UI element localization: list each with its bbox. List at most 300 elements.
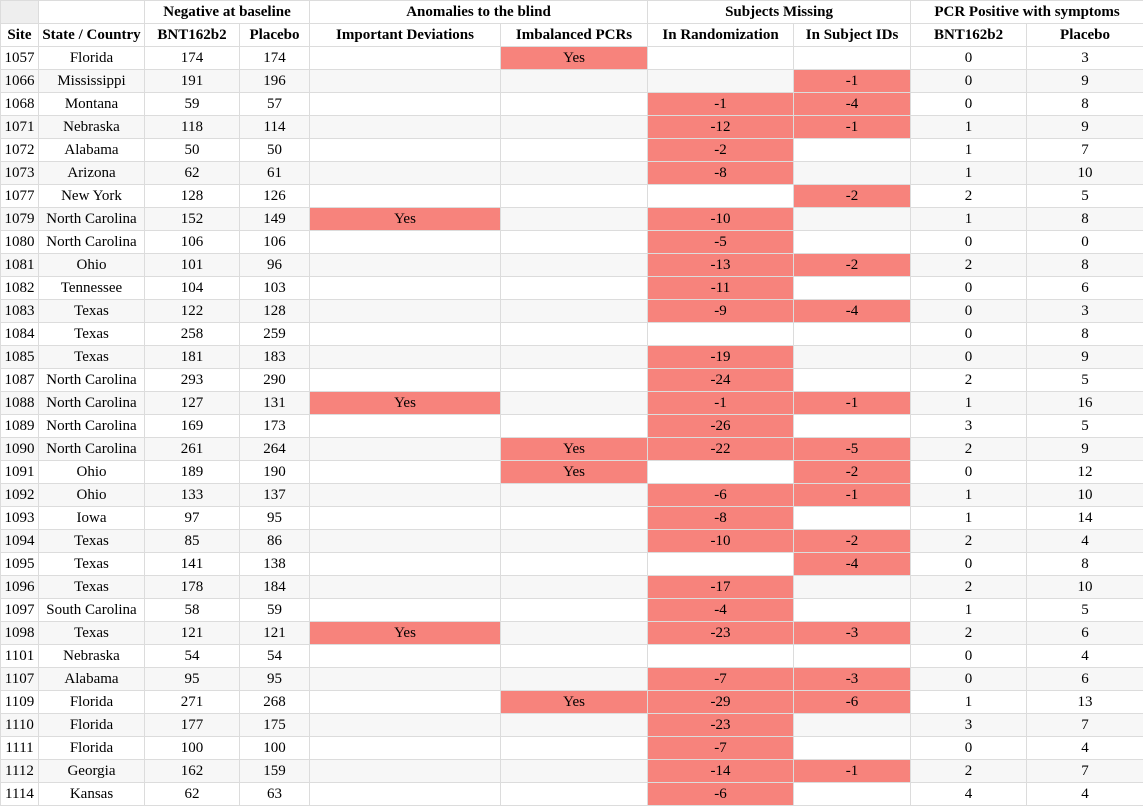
cell-pcr-positive-placebo: 4 bbox=[1027, 645, 1143, 668]
cell-site: 1079 bbox=[1, 208, 39, 231]
cell-neg-baseline-placebo: 106 bbox=[240, 231, 310, 254]
cell-missing-in-subject-ids bbox=[794, 714, 911, 737]
column-header-row bbox=[1, 24, 1143, 47]
cell-neg-baseline-bnt162b2: 181 bbox=[145, 346, 240, 369]
cell-important-deviations bbox=[310, 162, 501, 185]
cell-pcr-positive-bnt162b2: 0 bbox=[911, 645, 1027, 668]
cell-pcr-positive-placebo: 14 bbox=[1027, 507, 1143, 530]
cell-pcr-positive-bnt162b2: 2 bbox=[911, 369, 1027, 392]
cell-pcr-positive-placebo: 4 bbox=[1027, 530, 1143, 553]
cell-state-country: Alabama bbox=[39, 668, 145, 691]
cell-missing-in-randomization: -7 bbox=[648, 668, 794, 691]
cell-site: 1080 bbox=[1, 231, 39, 254]
cell-pcr-positive-bnt162b2: 1 bbox=[911, 599, 1027, 622]
cell-imbalanced-pcrs bbox=[501, 70, 648, 93]
cell-neg-baseline-placebo: 138 bbox=[240, 553, 310, 576]
cell-pcr-positive-placebo: 8 bbox=[1027, 553, 1143, 576]
cell-important-deviations bbox=[310, 415, 501, 438]
cell-important-deviations bbox=[310, 576, 501, 599]
cell-pcr-positive-placebo: 5 bbox=[1027, 185, 1143, 208]
cell-neg-baseline-bnt162b2: 104 bbox=[145, 277, 240, 300]
cell-missing-in-subject-ids bbox=[794, 645, 911, 668]
cell-site: 1090 bbox=[1, 438, 39, 461]
cell-site: 1082 bbox=[1, 277, 39, 300]
group-header-cell: Subjects Missing bbox=[648, 1, 911, 24]
cell-site: 1091 bbox=[1, 461, 39, 484]
cell-neg-baseline-bnt162b2: 100 bbox=[145, 737, 240, 760]
cell-missing-in-randomization: -4 bbox=[648, 599, 794, 622]
table-row bbox=[1, 645, 1143, 668]
cell-pcr-positive-bnt162b2: 0 bbox=[911, 47, 1027, 70]
group-header-cell: Negative at baseline bbox=[145, 1, 310, 24]
cell-important-deviations bbox=[310, 691, 501, 714]
cell-pcr-positive-placebo: 7 bbox=[1027, 714, 1143, 737]
cell-pcr-positive-placebo: 8 bbox=[1027, 208, 1143, 231]
cell-pcr-positive-bnt162b2: 0 bbox=[911, 300, 1027, 323]
cell-site: 1077 bbox=[1, 185, 39, 208]
cell-neg-baseline-bnt162b2: 127 bbox=[145, 392, 240, 415]
cell-site: 1110 bbox=[1, 714, 39, 737]
cell-missing-in-subject-ids: -2 bbox=[794, 461, 911, 484]
cell-pcr-positive-placebo: 6 bbox=[1027, 622, 1143, 645]
cell-pcr-positive-placebo: 8 bbox=[1027, 323, 1143, 346]
cell-important-deviations bbox=[310, 553, 501, 576]
cell-missing-in-randomization: -23 bbox=[648, 622, 794, 645]
cell-missing-in-randomization bbox=[648, 553, 794, 576]
cell-pcr-positive-placebo: 8 bbox=[1027, 254, 1143, 277]
cell-missing-in-subject-ids bbox=[794, 346, 911, 369]
cell-important-deviations bbox=[310, 783, 501, 806]
table-row bbox=[1, 70, 1143, 93]
cell-neg-baseline-placebo: 121 bbox=[240, 622, 310, 645]
cell-pcr-positive-bnt162b2: 1 bbox=[911, 392, 1027, 415]
cell-missing-in-randomization: -23 bbox=[648, 714, 794, 737]
cell-site: 1066 bbox=[1, 70, 39, 93]
cell-missing-in-subject-ids bbox=[794, 231, 911, 254]
cell-important-deviations bbox=[310, 116, 501, 139]
cell-missing-in-randomization bbox=[648, 461, 794, 484]
cell-missing-in-subject-ids bbox=[794, 507, 911, 530]
cell-important-deviations bbox=[310, 599, 501, 622]
cell-neg-baseline-placebo: 114 bbox=[240, 116, 310, 139]
cell-missing-in-randomization: -8 bbox=[648, 162, 794, 185]
cell-state-country: Texas bbox=[39, 553, 145, 576]
cell-pcr-positive-bnt162b2: 1 bbox=[911, 691, 1027, 714]
cell-important-deviations bbox=[310, 323, 501, 346]
table-row bbox=[1, 576, 1143, 599]
table-row bbox=[1, 599, 1143, 622]
cell-important-deviations: Yes bbox=[310, 392, 501, 415]
cell-imbalanced-pcrs: Yes bbox=[501, 461, 648, 484]
cell-neg-baseline-bnt162b2: 58 bbox=[145, 599, 240, 622]
cell-missing-in-subject-ids: -5 bbox=[794, 438, 911, 461]
cell-site: 1109 bbox=[1, 691, 39, 714]
table-row bbox=[1, 530, 1143, 553]
cell-missing-in-subject-ids bbox=[794, 139, 911, 162]
cell-important-deviations bbox=[310, 254, 501, 277]
cell-pcr-positive-placebo: 10 bbox=[1027, 576, 1143, 599]
cell-pcr-positive-placebo: 5 bbox=[1027, 599, 1143, 622]
cell-missing-in-subject-ids: -4 bbox=[794, 300, 911, 323]
cell-missing-in-randomization: -2 bbox=[648, 139, 794, 162]
cell-state-country: Florida bbox=[39, 47, 145, 70]
cell-site: 1107 bbox=[1, 668, 39, 691]
table-body bbox=[1, 47, 1143, 806]
cell-pcr-positive-placebo: 16 bbox=[1027, 392, 1143, 415]
cell-missing-in-randomization: -10 bbox=[648, 208, 794, 231]
cell-pcr-positive-placebo: 9 bbox=[1027, 438, 1143, 461]
cell-missing-in-subject-ids bbox=[794, 208, 911, 231]
cell-missing-in-randomization: -26 bbox=[648, 415, 794, 438]
cell-pcr-positive-placebo: 6 bbox=[1027, 277, 1143, 300]
cell-important-deviations bbox=[310, 645, 501, 668]
cell-pcr-positive-bnt162b2: 0 bbox=[911, 668, 1027, 691]
cell-imbalanced-pcrs bbox=[501, 530, 648, 553]
table-row bbox=[1, 737, 1143, 760]
cell-neg-baseline-placebo: 174 bbox=[240, 47, 310, 70]
cell-site: 1097 bbox=[1, 599, 39, 622]
cell-missing-in-subject-ids: -3 bbox=[794, 668, 911, 691]
cell-state-country: North Carolina bbox=[39, 208, 145, 231]
cell-state-country: Texas bbox=[39, 622, 145, 645]
cell-missing-in-subject-ids bbox=[794, 576, 911, 599]
cell-missing-in-subject-ids: -4 bbox=[794, 553, 911, 576]
cell-pcr-positive-bnt162b2: 0 bbox=[911, 70, 1027, 93]
cell-neg-baseline-bnt162b2: 85 bbox=[145, 530, 240, 553]
table-row bbox=[1, 507, 1143, 530]
cell-neg-baseline-bnt162b2: 118 bbox=[145, 116, 240, 139]
column-header-neg-baseline-bnt162b2: BNT162b2 bbox=[145, 24, 240, 47]
table-row bbox=[1, 323, 1143, 346]
table-row bbox=[1, 208, 1143, 231]
cell-site: 1087 bbox=[1, 369, 39, 392]
cell-important-deviations bbox=[310, 346, 501, 369]
table-row bbox=[1, 415, 1143, 438]
cell-state-country: Tennessee bbox=[39, 277, 145, 300]
cell-important-deviations bbox=[310, 70, 501, 93]
cell-pcr-positive-bnt162b2: 1 bbox=[911, 162, 1027, 185]
cell-missing-in-randomization: -29 bbox=[648, 691, 794, 714]
cell-state-country: North Carolina bbox=[39, 415, 145, 438]
cell-site: 1098 bbox=[1, 622, 39, 645]
cell-missing-in-randomization bbox=[648, 645, 794, 668]
cell-pcr-positive-placebo: 10 bbox=[1027, 162, 1143, 185]
table-row bbox=[1, 116, 1143, 139]
table-row bbox=[1, 369, 1143, 392]
cell-missing-in-randomization: -5 bbox=[648, 231, 794, 254]
cell-site: 1072 bbox=[1, 139, 39, 162]
cell-state-country: Texas bbox=[39, 576, 145, 599]
cell-missing-in-subject-ids bbox=[794, 162, 911, 185]
cell-state-country: North Carolina bbox=[39, 438, 145, 461]
cell-pcr-positive-bnt162b2: 2 bbox=[911, 622, 1027, 645]
cell-imbalanced-pcrs bbox=[501, 139, 648, 162]
table-row bbox=[1, 185, 1143, 208]
cell-imbalanced-pcrs: Yes bbox=[501, 691, 648, 714]
cell-state-country: Mississippi bbox=[39, 70, 145, 93]
cell-neg-baseline-placebo: 57 bbox=[240, 93, 310, 116]
cell-missing-in-randomization bbox=[648, 323, 794, 346]
column-header-missing-in-randomization: In Randomization bbox=[648, 24, 794, 47]
cell-neg-baseline-bnt162b2: 54 bbox=[145, 645, 240, 668]
cell-missing-in-subject-ids bbox=[794, 323, 911, 346]
cell-pcr-positive-bnt162b2: 0 bbox=[911, 323, 1027, 346]
cell-important-deviations bbox=[310, 438, 501, 461]
cell-site: 1111 bbox=[1, 737, 39, 760]
cell-important-deviations bbox=[310, 231, 501, 254]
cell-imbalanced-pcrs bbox=[501, 93, 648, 116]
cell-state-country: South Carolina bbox=[39, 599, 145, 622]
cell-imbalanced-pcrs bbox=[501, 668, 648, 691]
cell-neg-baseline-placebo: 290 bbox=[240, 369, 310, 392]
cell-missing-in-randomization: -13 bbox=[648, 254, 794, 277]
cell-pcr-positive-bnt162b2: 2 bbox=[911, 760, 1027, 783]
table-row bbox=[1, 783, 1143, 806]
cell-missing-in-randomization: -6 bbox=[648, 783, 794, 806]
cell-imbalanced-pcrs bbox=[501, 553, 648, 576]
cell-site: 1093 bbox=[1, 507, 39, 530]
cell-pcr-positive-bnt162b2: 0 bbox=[911, 553, 1027, 576]
cell-neg-baseline-bnt162b2: 189 bbox=[145, 461, 240, 484]
cell-imbalanced-pcrs bbox=[501, 162, 648, 185]
cell-pcr-positive-bnt162b2: 2 bbox=[911, 576, 1027, 599]
cell-state-country: North Carolina bbox=[39, 231, 145, 254]
cell-site: 1085 bbox=[1, 346, 39, 369]
cell-pcr-positive-placebo: 7 bbox=[1027, 760, 1143, 783]
cell-neg-baseline-bnt162b2: 97 bbox=[145, 507, 240, 530]
cell-imbalanced-pcrs bbox=[501, 760, 648, 783]
cell-pcr-positive-bnt162b2: 2 bbox=[911, 530, 1027, 553]
cell-pcr-positive-placebo: 6 bbox=[1027, 668, 1143, 691]
cell-missing-in-subject-ids bbox=[794, 47, 911, 70]
cell-missing-in-randomization: -8 bbox=[648, 507, 794, 530]
cell-pcr-positive-placebo: 9 bbox=[1027, 116, 1143, 139]
cell-neg-baseline-bnt162b2: 62 bbox=[145, 162, 240, 185]
cell-neg-baseline-placebo: 173 bbox=[240, 415, 310, 438]
cell-imbalanced-pcrs bbox=[501, 300, 648, 323]
column-header-neg-baseline-placebo: Placebo bbox=[240, 24, 310, 47]
cell-missing-in-randomization: -1 bbox=[648, 392, 794, 415]
cell-neg-baseline-bnt162b2: 59 bbox=[145, 93, 240, 116]
cell-neg-baseline-placebo: 126 bbox=[240, 185, 310, 208]
cell-neg-baseline-bnt162b2: 177 bbox=[145, 714, 240, 737]
cell-neg-baseline-bnt162b2: 121 bbox=[145, 622, 240, 645]
cell-imbalanced-pcrs bbox=[501, 116, 648, 139]
cell-site: 1083 bbox=[1, 300, 39, 323]
cell-site: 1094 bbox=[1, 530, 39, 553]
cell-neg-baseline-placebo: 96 bbox=[240, 254, 310, 277]
cell-imbalanced-pcrs bbox=[501, 323, 648, 346]
column-header-pcr-positive-placebo: Placebo bbox=[1027, 24, 1143, 47]
cell-state-country: Florida bbox=[39, 737, 145, 760]
cell-missing-in-subject-ids bbox=[794, 369, 911, 392]
cell-site: 1095 bbox=[1, 553, 39, 576]
cell-state-country: Alabama bbox=[39, 139, 145, 162]
cell-pcr-positive-bnt162b2: 2 bbox=[911, 185, 1027, 208]
cell-important-deviations bbox=[310, 530, 501, 553]
cell-missing-in-subject-ids bbox=[794, 277, 911, 300]
cell-missing-in-randomization: -7 bbox=[648, 737, 794, 760]
cell-imbalanced-pcrs bbox=[501, 392, 648, 415]
cell-neg-baseline-placebo: 63 bbox=[240, 783, 310, 806]
cell-pcr-positive-placebo: 5 bbox=[1027, 415, 1143, 438]
cell-important-deviations bbox=[310, 507, 501, 530]
cell-important-deviations bbox=[310, 668, 501, 691]
table-row bbox=[1, 438, 1143, 461]
cell-missing-in-randomization: -10 bbox=[648, 530, 794, 553]
cell-site: 1073 bbox=[1, 162, 39, 185]
cell-pcr-positive-bnt162b2: 0 bbox=[911, 277, 1027, 300]
cell-neg-baseline-placebo: 259 bbox=[240, 323, 310, 346]
cell-missing-in-randomization: -19 bbox=[648, 346, 794, 369]
cell-neg-baseline-placebo: 100 bbox=[240, 737, 310, 760]
cell-pcr-positive-placebo: 10 bbox=[1027, 484, 1143, 507]
cell-neg-baseline-placebo: 190 bbox=[240, 461, 310, 484]
cell-site: 1101 bbox=[1, 645, 39, 668]
cell-imbalanced-pcrs bbox=[501, 645, 648, 668]
table-row bbox=[1, 668, 1143, 691]
cell-neg-baseline-placebo: 95 bbox=[240, 668, 310, 691]
cell-pcr-positive-placebo: 7 bbox=[1027, 139, 1143, 162]
cell-neg-baseline-placebo: 264 bbox=[240, 438, 310, 461]
cell-pcr-positive-bnt162b2: 1 bbox=[911, 139, 1027, 162]
cell-state-country: Arizona bbox=[39, 162, 145, 185]
cell-important-deviations bbox=[310, 737, 501, 760]
cell-imbalanced-pcrs bbox=[501, 484, 648, 507]
cell-neg-baseline-placebo: 95 bbox=[240, 507, 310, 530]
cell-important-deviations bbox=[310, 461, 501, 484]
cell-missing-in-randomization: -24 bbox=[648, 369, 794, 392]
cell-pcr-positive-placebo: 3 bbox=[1027, 47, 1143, 70]
cell-imbalanced-pcrs bbox=[501, 599, 648, 622]
cell-pcr-positive-placebo: 5 bbox=[1027, 369, 1143, 392]
cell-pcr-positive-placebo: 9 bbox=[1027, 70, 1143, 93]
cell-neg-baseline-placebo: 54 bbox=[240, 645, 310, 668]
cell-imbalanced-pcrs bbox=[501, 208, 648, 231]
cell-pcr-positive-placebo: 9 bbox=[1027, 346, 1143, 369]
cell-state-country: Texas bbox=[39, 300, 145, 323]
table-row bbox=[1, 484, 1143, 507]
cell-imbalanced-pcrs bbox=[501, 714, 648, 737]
cell-neg-baseline-placebo: 128 bbox=[240, 300, 310, 323]
table-row bbox=[1, 691, 1143, 714]
table-row bbox=[1, 300, 1143, 323]
cell-missing-in-subject-ids: -1 bbox=[794, 484, 911, 507]
group-header-cell bbox=[1, 1, 39, 24]
table-row bbox=[1, 139, 1143, 162]
cell-site: 1112 bbox=[1, 760, 39, 783]
cell-missing-in-subject-ids: -2 bbox=[794, 530, 911, 553]
column-header-imbalanced-pcrs: Imbalanced PCRs bbox=[501, 24, 648, 47]
cell-missing-in-subject-ids: -4 bbox=[794, 93, 911, 116]
cell-state-country: North Carolina bbox=[39, 392, 145, 415]
cell-imbalanced-pcrs bbox=[501, 622, 648, 645]
column-header-missing-in-subject-ids: In Subject IDs bbox=[794, 24, 911, 47]
cell-imbalanced-pcrs bbox=[501, 415, 648, 438]
column-header-site: Site bbox=[1, 24, 39, 47]
table-row bbox=[1, 553, 1143, 576]
cell-pcr-positive-bnt162b2: 3 bbox=[911, 714, 1027, 737]
cell-neg-baseline-bnt162b2: 133 bbox=[145, 484, 240, 507]
cell-state-country: Florida bbox=[39, 714, 145, 737]
cell-missing-in-subject-ids: -3 bbox=[794, 622, 911, 645]
cell-state-country: Ohio bbox=[39, 461, 145, 484]
cell-imbalanced-pcrs bbox=[501, 231, 648, 254]
cell-neg-baseline-bnt162b2: 152 bbox=[145, 208, 240, 231]
cell-missing-in-subject-ids: -1 bbox=[794, 760, 911, 783]
cell-important-deviations bbox=[310, 369, 501, 392]
cell-imbalanced-pcrs bbox=[501, 369, 648, 392]
table-row bbox=[1, 346, 1143, 369]
table-row bbox=[1, 162, 1143, 185]
cell-missing-in-randomization: -11 bbox=[648, 277, 794, 300]
cell-pcr-positive-placebo: 8 bbox=[1027, 93, 1143, 116]
cell-neg-baseline-placebo: 183 bbox=[240, 346, 310, 369]
table-row bbox=[1, 760, 1143, 783]
cell-neg-baseline-bnt162b2: 106 bbox=[145, 231, 240, 254]
cell-missing-in-subject-ids bbox=[794, 599, 911, 622]
cell-site: 1084 bbox=[1, 323, 39, 346]
cell-pcr-positive-placebo: 3 bbox=[1027, 300, 1143, 323]
cell-important-deviations bbox=[310, 139, 501, 162]
cell-neg-baseline-bnt162b2: 101 bbox=[145, 254, 240, 277]
cell-state-country: Iowa bbox=[39, 507, 145, 530]
cell-pcr-positive-bnt162b2: 2 bbox=[911, 254, 1027, 277]
cell-neg-baseline-bnt162b2: 169 bbox=[145, 415, 240, 438]
cell-pcr-positive-bnt162b2: 0 bbox=[911, 461, 1027, 484]
cell-missing-in-subject-ids: -1 bbox=[794, 70, 911, 93]
table-row bbox=[1, 93, 1143, 116]
cell-neg-baseline-bnt162b2: 141 bbox=[145, 553, 240, 576]
cell-pcr-positive-bnt162b2: 4 bbox=[911, 783, 1027, 806]
cell-important-deviations: Yes bbox=[310, 208, 501, 231]
cell-pcr-positive-bnt162b2: 1 bbox=[911, 484, 1027, 507]
cell-imbalanced-pcrs bbox=[501, 277, 648, 300]
cell-neg-baseline-bnt162b2: 258 bbox=[145, 323, 240, 346]
cell-pcr-positive-bnt162b2: 1 bbox=[911, 507, 1027, 530]
cell-neg-baseline-placebo: 196 bbox=[240, 70, 310, 93]
cell-important-deviations bbox=[310, 484, 501, 507]
cell-neg-baseline-bnt162b2: 162 bbox=[145, 760, 240, 783]
cell-important-deviations bbox=[310, 300, 501, 323]
cell-site: 1068 bbox=[1, 93, 39, 116]
cell-pcr-positive-bnt162b2: 0 bbox=[911, 346, 1027, 369]
cell-neg-baseline-placebo: 103 bbox=[240, 277, 310, 300]
cell-imbalanced-pcrs bbox=[501, 507, 648, 530]
cell-imbalanced-pcrs bbox=[501, 254, 648, 277]
cell-pcr-positive-bnt162b2: 0 bbox=[911, 93, 1027, 116]
group-header-cell: PCR Positive with symptoms bbox=[911, 1, 1143, 24]
column-header-important-deviations: Important Deviations bbox=[310, 24, 501, 47]
cell-missing-in-subject-ids: -1 bbox=[794, 116, 911, 139]
cell-neg-baseline-placebo: 86 bbox=[240, 530, 310, 553]
cell-state-country: North Carolina bbox=[39, 369, 145, 392]
cell-pcr-positive-bnt162b2: 1 bbox=[911, 116, 1027, 139]
cell-neg-baseline-placebo: 184 bbox=[240, 576, 310, 599]
cell-missing-in-subject-ids bbox=[794, 737, 911, 760]
table-row bbox=[1, 231, 1143, 254]
cell-missing-in-subject-ids bbox=[794, 415, 911, 438]
column-header-state-country: State / Country bbox=[39, 24, 145, 47]
cell-state-country: Nebraska bbox=[39, 116, 145, 139]
cell-imbalanced-pcrs bbox=[501, 783, 648, 806]
table-row bbox=[1, 622, 1143, 645]
cell-missing-in-randomization bbox=[648, 70, 794, 93]
table-row bbox=[1, 254, 1143, 277]
cell-imbalanced-pcrs bbox=[501, 576, 648, 599]
cell-important-deviations bbox=[310, 185, 501, 208]
cell-pcr-positive-placebo: 4 bbox=[1027, 783, 1143, 806]
